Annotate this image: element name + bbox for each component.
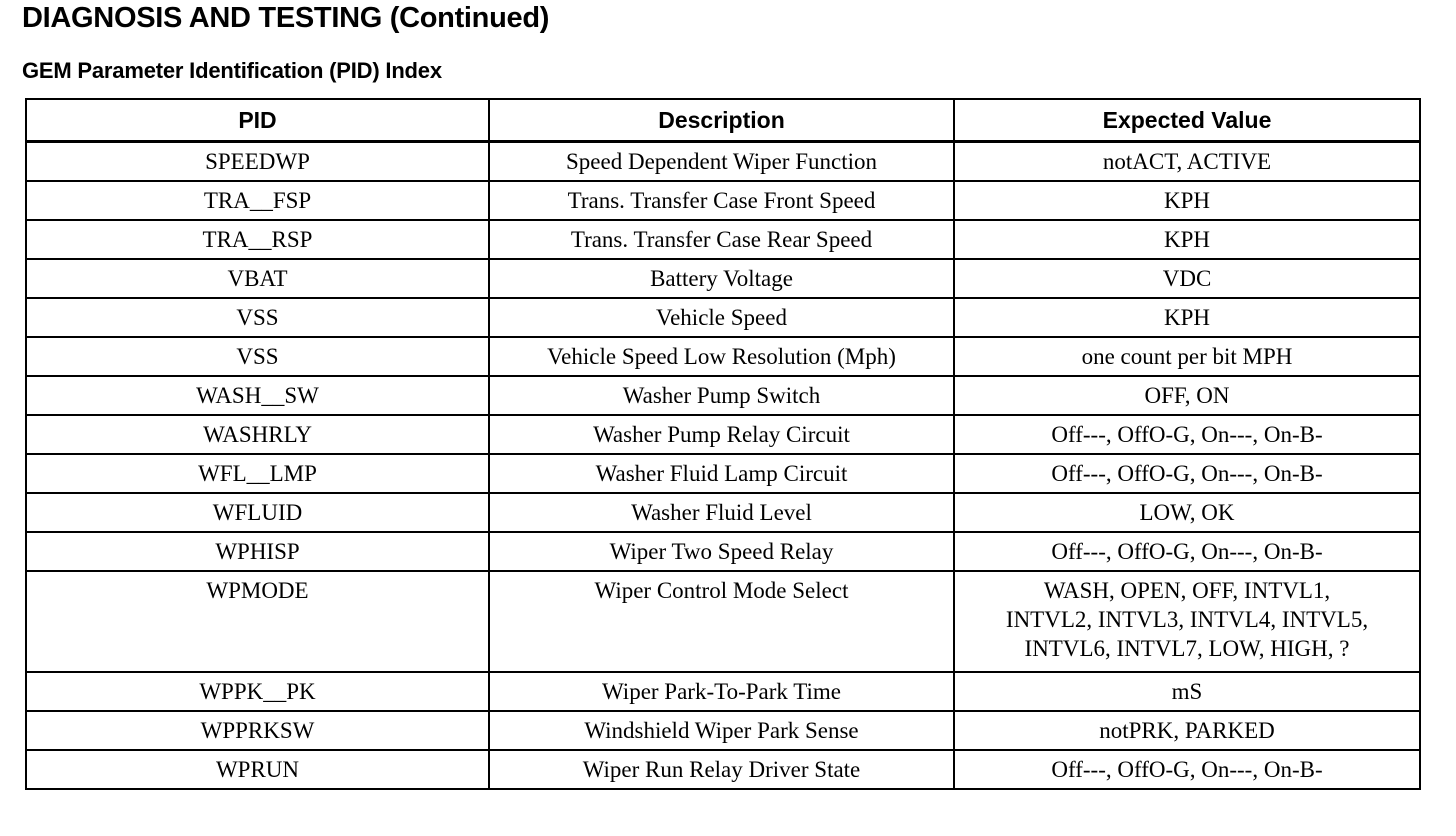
description-cell: Speed Dependent Wiper Function (489, 142, 954, 182)
expected-value-cell: Off---, OffO-G, On---, On-B- (954, 750, 1420, 789)
expected-value-cell: KPH (954, 181, 1420, 220)
expected-value-cell: OFF, ON (954, 376, 1420, 415)
description-cell: Wiper Park-To-Park Time (489, 672, 954, 711)
expected-value-cell: notACT, ACTIVE (954, 142, 1420, 182)
column-header-pid: PID (26, 99, 489, 142)
description-cell: Windshield Wiper Park Sense (489, 711, 954, 750)
pid-cell: WPHISP (26, 532, 489, 571)
expected-value-cell: notPRK, PARKED (954, 711, 1420, 750)
description-cell: Wiper Run Relay Driver State (489, 750, 954, 789)
table-row (26, 376, 1420, 415)
pid-cell: WASHRLY (26, 415, 489, 454)
description-cell: Battery Voltage (489, 259, 954, 298)
pid-cell: WPRUN (26, 750, 489, 789)
description-cell: Washer Pump Switch (489, 376, 954, 415)
table-row (26, 259, 1420, 298)
pid-cell: SPEEDWP (26, 142, 489, 182)
pid-cell: WPPK__PK (26, 672, 489, 711)
column-header-description: Description (489, 99, 954, 142)
table-row (26, 711, 1420, 750)
description-cell: Wiper Two Speed Relay (489, 532, 954, 571)
pid-cell: TRA__RSP (26, 220, 489, 259)
table-row (26, 142, 1420, 182)
expected-value-line: WASH, OPEN, OFF, INTVL1, (1043, 578, 1331, 603)
expected-value-cell: KPH (954, 298, 1420, 337)
expected-value-cell: Off---, OffO-G, On---, On-B- (954, 415, 1420, 454)
expected-value-line: INTVL2, INTVL3, INTVL4, INTVL5, (1005, 607, 1369, 632)
page-title: DIAGNOSIS AND TESTING (Continued) (22, 2, 550, 34)
table-row (26, 181, 1420, 220)
expected-value-cell: VDC (954, 259, 1420, 298)
table-row (26, 454, 1420, 493)
pid-cell: TRA__FSP (26, 181, 489, 220)
description-cell: Vehicle Speed (489, 298, 954, 337)
description-cell: Washer Fluid Lamp Circuit (489, 454, 954, 493)
pid-cell: WPPRKSW (26, 711, 489, 750)
table-row (26, 532, 1420, 571)
pid-cell: VBAT (26, 259, 489, 298)
expected-value-line: INTVL6, INTVL7, LOW, HIGH, ? (1024, 636, 1350, 661)
table-row (26, 493, 1420, 532)
pid-cell: WPMODE (26, 571, 489, 672)
pid-cell: VSS (26, 337, 489, 376)
section-subtitle: GEM Parameter Identification (PID) Index (22, 58, 442, 83)
table-row (26, 672, 1420, 711)
pid-index-table (25, 98, 1421, 790)
table-row (26, 220, 1420, 259)
table-row (26, 571, 1420, 672)
expected-value-cell: LOW, OK (954, 493, 1420, 532)
expected-value-cell: Off---, OffO-G, On---, On-B- (954, 454, 1420, 493)
description-cell: Trans. Transfer Case Rear Speed (489, 220, 954, 259)
pid-cell: WASH__SW (26, 376, 489, 415)
expected-value-cell: one count per bit MPH (954, 337, 1420, 376)
table-row (26, 337, 1420, 376)
table-row (26, 298, 1420, 337)
table-row (26, 750, 1420, 789)
pid-cell: VSS (26, 298, 489, 337)
table-row (26, 415, 1420, 454)
expected-value-cell (954, 571, 1420, 672)
description-cell: Trans. Transfer Case Front Speed (489, 181, 954, 220)
expected-value-cell: mS (954, 672, 1420, 711)
description-cell: Wiper Control Mode Select (489, 571, 954, 672)
description-cell: Washer Fluid Level (489, 493, 954, 532)
column-header-expected-value: Expected Value (954, 99, 1420, 142)
table-header-row (26, 99, 1420, 142)
description-cell: Washer Pump Relay Circuit (489, 415, 954, 454)
expected-value-cell: Off---, OffO-G, On---, On-B- (954, 532, 1420, 571)
description-cell: Vehicle Speed Low Resolution (Mph) (489, 337, 954, 376)
pid-cell: WFL__LMP (26, 454, 489, 493)
expected-value-cell: KPH (954, 220, 1420, 259)
pid-cell: WFLUID (26, 493, 489, 532)
